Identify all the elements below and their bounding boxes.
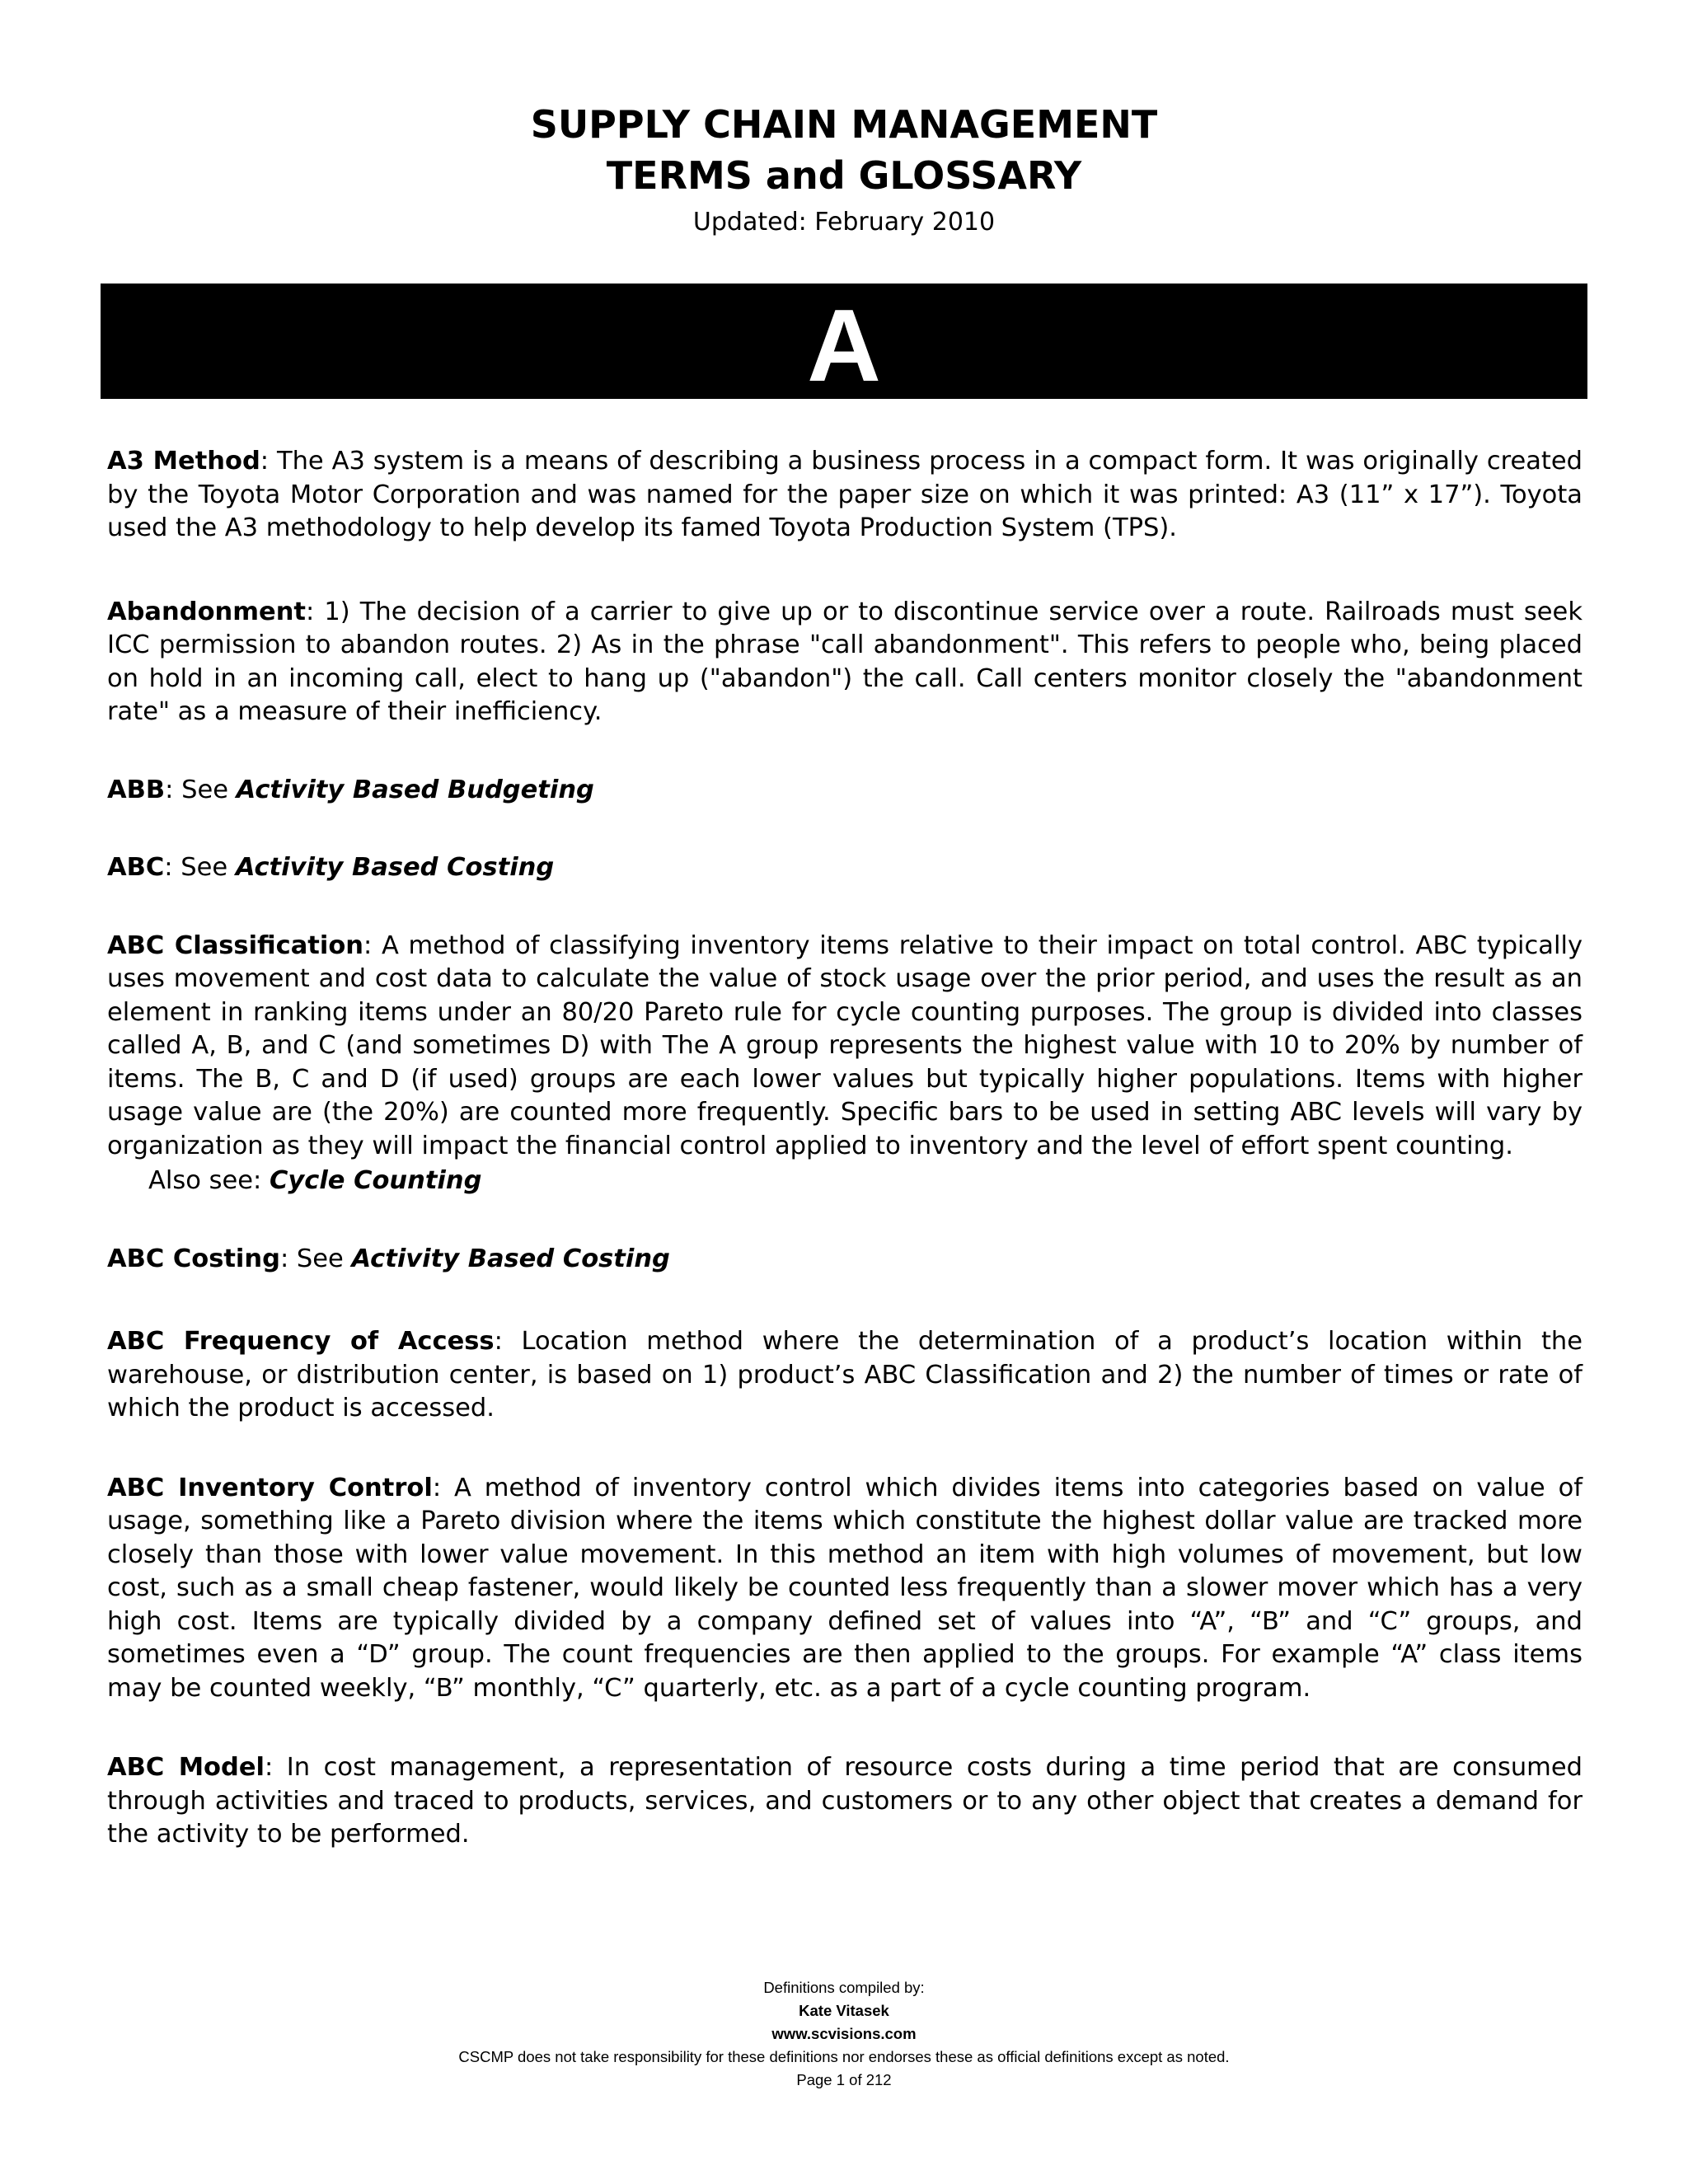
- footer-compiled-by: Definitions compiled by:: [763, 1979, 925, 1996]
- entry-definition: : A method of inventory control which divides items into categories based on value of usage, something like a Pareto division where the items which constitute the highest dollar value are tracked more closely than those with lower value movement. In this method an item with high volumes of movement, but low cost, such as a small cheap fastener, would likely be counted less frequently than a slower mover which has a very high cost. Items are typically divided by a company defined set of values into “A”, “B” and “C” groups, and sometimes even a “D” group. The count frequencies are then applied to the groups. For example “A” class items may be counted weekly, “B” monthly, “C” quarterly, etc. as a part of a cycle counting program.: [107, 1473, 1582, 1703]
- entry-term: Abandonment: [107, 597, 306, 626]
- entry-term: ABC Inventory Control: [107, 1473, 433, 1502]
- entry-definition: : A method of classifying inventory items relative to their impact on total control. ABC typically uses movement and cost data to calculate the value of stock usage over the prior period, and uses the result as an element in ranking items under an 80/20 Pareto rule for cycle counting purposes. The group is divided into classes called A, B, and C (and sometimes D) with The A group represents the highest value with 10 to 20% by number of items. The B, C and D (if used) groups are each lower values but typically higher populations. Items with higher usage value are (the 20%) are counted more frequently. Specific bars to be used in setting ABC levels will vary by organization as they will impact the financial control applied to inventory and the level of effort spent counting.: [107, 930, 1582, 1160]
- footer-disclaimer: CSCMP does not take responsibility for these definitions nor endorses these as official definitions except as noted.: [458, 2048, 1230, 2065]
- entry-definition: : Location method where the determination of a product’s location within the warehouse, or distribution center, is based on 1) product’s ABC Classification and 2) the number of times or rate of which the product is accessed.: [107, 1327, 1582, 1422]
- footer-website: www.scvisions.com: [771, 2025, 917, 2042]
- footer-author: Kate Vitasek: [799, 2002, 889, 2019]
- page-number: Page 1 of 212: [796, 2071, 892, 2088]
- entry-term: ABC Costing: [107, 1244, 280, 1273]
- glossary-entries: [107, 445, 1582, 1852]
- entry-term: ABC Classification: [107, 930, 364, 960]
- glossary-entry: [107, 1325, 1582, 1426]
- glossary-entry: [107, 851, 1582, 885]
- entry-term: ABC Model: [107, 1753, 265, 1782]
- entry-definition: : 1) The decision of a carrier to give up or to discontinue service over a route. Railroads must seek ICC permission to abandon routes. 2) As in the phrase "call abandonment". This refers to people who, being placed on hold in an incoming call, elect to hang up ("abandon") the call. Call centers monitor closely the "abandonment rate" as a measure of their inefficiency.: [107, 597, 1582, 726]
- also-see-label: Also see:: [148, 1166, 270, 1195]
- also-see-line: [107, 1165, 1582, 1198]
- entry-definition: : See: [164, 853, 236, 882]
- entry-definition: : In cost management, a representation of resource costs during a time period that are consumed through activities and traced to products, services, and customers or to any other object that creates a demand for the activity to be performed.: [107, 1753, 1583, 1849]
- entry-term: A3 Method: [107, 447, 260, 476]
- glossary-entry: [107, 1751, 1582, 1852]
- section-letter-banner: A: [101, 284, 1587, 399]
- document-title-line2: TERMS and GLOSSARY: [606, 153, 1082, 198]
- glossary-entry: [107, 445, 1582, 546]
- entry-term: ABB: [107, 775, 166, 804]
- cross-reference: Activity Based Costing: [351, 1244, 670, 1273]
- entry-definition: : See: [279, 1244, 352, 1273]
- glossary-entry: [107, 774, 1582, 808]
- glossary-entry: [107, 1472, 1582, 1706]
- glossary-entry: [107, 596, 1582, 729]
- cross-reference: Activity Based Budgeting: [236, 775, 594, 804]
- document-title-line1: SUPPLY CHAIN MANAGEMENT: [530, 102, 1158, 147]
- updated-date: Updated: February 2010: [692, 208, 996, 237]
- entry-definition: : The A3 system is a means of describing a business process in a compact form. It was originally created by the Toyota Motor Corporation and was named for the paper size on which it was printed: A3 (11” x 17”). Toyota used the A3 methodology to help develop its famed Toyota Production System (TPS).: [107, 447, 1582, 542]
- page-footer: [0, 1976, 1688, 2092]
- entry-definition: : See: [165, 775, 237, 804]
- entry-term: ABC Frequency of Access: [107, 1327, 495, 1356]
- cross-reference: Activity Based Costing: [235, 853, 555, 882]
- entry-term: ABC: [107, 853, 165, 882]
- glossary-entry: [107, 930, 1582, 1164]
- glossary-entry: [107, 1243, 1582, 1277]
- cross-reference: Cycle Counting: [269, 1166, 482, 1195]
